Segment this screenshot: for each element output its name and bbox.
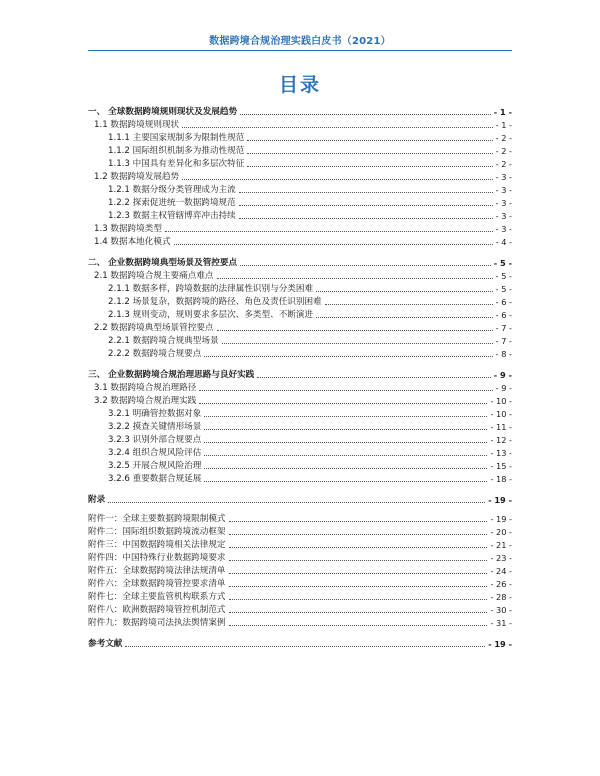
- toc-page-number: - 13 -: [490, 448, 512, 458]
- toc-entry[interactable]: [88, 209, 512, 222]
- toc-page-number: - 15 -: [490, 461, 512, 471]
- toc-leader-dots: [204, 442, 487, 443]
- toc-entry-text: 附件八：欧洲数据跨境管控机制范式: [88, 605, 226, 615]
- header-rule: [88, 50, 512, 51]
- toc-entry[interactable]: [88, 564, 512, 577]
- toc-entry[interactable]: [88, 616, 512, 629]
- toc-entry-text: 附件四：中国特殊行业数据跨境要求: [88, 553, 226, 563]
- toc-page-number: - 19 -: [488, 639, 512, 649]
- toc-page-number: - 7 -: [495, 336, 512, 346]
- toc-leader-dots: [217, 278, 493, 279]
- toc-leader-dots: [316, 317, 493, 318]
- toc-leader-dots: [222, 343, 493, 344]
- toc-leader-dots: [240, 114, 491, 115]
- toc-entry-text: 1.2.2 探索促进统一数据跨境规范: [108, 198, 236, 208]
- toc-page-number: - 21 -: [490, 540, 512, 550]
- toc-entry-text: 1.3 数据跨境类型: [94, 224, 162, 234]
- toc-page-number: - 1 -: [495, 120, 512, 130]
- toc-entry-text: 1.1.3 中国具有差异化和多层次特征: [108, 159, 245, 169]
- toc-leader-dots: [240, 265, 491, 266]
- toc-entry-text: 附件七：全球主要监管机构联系方式: [88, 592, 226, 602]
- toc-leader-dots: [204, 481, 487, 482]
- toc-entry[interactable]: [88, 105, 512, 118]
- toc-entry[interactable]: [88, 131, 512, 144]
- toc-entry-text: 3.2.1 明确管控数据对象: [108, 409, 202, 419]
- toc-leader-dots: [174, 244, 493, 245]
- toc-page-number: - 3 -: [495, 211, 512, 221]
- toc-leader-dots: [239, 205, 493, 206]
- toc-leader-dots: [239, 192, 493, 193]
- toc-entry-text: 附件九：数据跨境司法执法舆情案例: [88, 618, 226, 628]
- toc-leader-dots: [125, 646, 485, 647]
- toc-entry[interactable]: [88, 493, 512, 506]
- toc-entry[interactable]: [88, 590, 512, 603]
- toc-page-number: - 26 -: [490, 579, 512, 589]
- toc-leader-dots: [247, 140, 492, 141]
- toc-entry-text: 附件三：中国数据跨境相关法律规定: [88, 540, 226, 550]
- toc-entry[interactable]: [88, 321, 512, 334]
- toc-page-number: - 19 -: [490, 514, 512, 524]
- toc-leader-dots: [247, 166, 492, 167]
- toc-entry-text: 3.2.2 摸查关键情形场景: [108, 422, 202, 432]
- toc-entry-text: 3.1 数据跨境合规治理路径: [94, 383, 197, 393]
- toc-entry-text: 一、 全球数据跨境规则现状及发展趋势: [88, 107, 238, 117]
- toc-entry-text: 2.2.2 数据跨境合规要点: [108, 349, 202, 359]
- toc-entry[interactable]: [88, 235, 512, 248]
- toc-leader-dots: [229, 521, 488, 522]
- toc-page-number: - 11 -: [490, 422, 512, 432]
- page-title: 目录: [278, 74, 321, 96]
- toc-leader-dots: [217, 330, 493, 331]
- toc-entry[interactable]: [88, 603, 512, 616]
- toc-page-number: - 2 -: [495, 159, 512, 169]
- toc-page-number: - 3 -: [495, 224, 512, 234]
- toc-entry[interactable]: [88, 144, 512, 157]
- toc-entry[interactable]: [88, 295, 512, 308]
- toc-leader-dots: [247, 153, 492, 154]
- toc-entry-text: 附件二：国际组织数据跨境流动框架: [88, 527, 226, 537]
- toc-leader-dots: [229, 586, 488, 587]
- toc-entry[interactable]: [88, 381, 512, 394]
- toc-page-number: - 10 -: [490, 396, 512, 406]
- toc-entry-text: 1.1.2 国际组织机制多为推动性规范: [108, 146, 245, 156]
- toc-page-number: - 19 -: [488, 495, 512, 505]
- toc-leader-dots: [204, 416, 487, 417]
- toc-entry[interactable]: [88, 472, 512, 485]
- table-of-contents: [88, 105, 512, 650]
- toc-entry[interactable]: [88, 394, 512, 407]
- toc-entry-text: 附件六：全球数据跨境管控要求清单: [88, 579, 226, 589]
- toc-page-number: - 1 -: [493, 107, 512, 117]
- toc-page-number: - 5 -: [495, 271, 512, 281]
- toc-entry[interactable]: [88, 368, 512, 381]
- toc-entry[interactable]: [88, 420, 512, 433]
- toc-page-number: - 8 -: [495, 349, 512, 359]
- toc-entry[interactable]: [88, 577, 512, 590]
- toc-page-number: - 2 -: [495, 133, 512, 143]
- toc-leader-dots: [182, 127, 493, 128]
- toc-entry-text: 3.2 数据跨境合规治理实践: [94, 396, 197, 406]
- toc-entry[interactable]: [88, 551, 512, 564]
- toc-entry-text: 3.2.5 开展合规风险治理: [108, 461, 202, 471]
- toc-entry[interactable]: [88, 222, 512, 235]
- toc-entry[interactable]: [88, 308, 512, 321]
- toc-leader-dots: [229, 534, 488, 535]
- toc-leader-dots: [325, 304, 493, 305]
- toc-page-number: - 6 -: [495, 297, 512, 307]
- toc-page-number: - 2 -: [495, 146, 512, 156]
- toc-leader-dots: [229, 560, 488, 561]
- toc-page-number: - 3 -: [495, 198, 512, 208]
- toc-entry-text: 3.2.6 重要数据合规延展: [108, 474, 202, 484]
- toc-entry[interactable]: [88, 334, 512, 347]
- toc-entry-text: 附件一：全球主要数据跨境限制模式: [88, 514, 226, 524]
- toc-page-number: - 7 -: [495, 323, 512, 333]
- toc-page-number: - 10 -: [490, 409, 512, 419]
- toc-entry[interactable]: [88, 407, 512, 420]
- toc-entry[interactable]: [88, 170, 512, 183]
- toc-leader-dots: [204, 429, 487, 430]
- toc-leader-dots: [229, 547, 488, 548]
- toc-entry[interactable]: [88, 459, 512, 472]
- toc-leader-dots: [182, 179, 493, 180]
- toc-entry-text: 1.1 数据跨境规则现状: [94, 120, 180, 130]
- toc-page-number: - 12 -: [490, 435, 512, 445]
- toc-page-number: - 31 -: [490, 618, 512, 628]
- toc-entry-text: 2.1 数据跨境合规主要痛点难点: [94, 271, 214, 281]
- toc-entry-text: 三、 企业数据跨境合规治理思路与良好实践: [88, 370, 255, 380]
- toc-entry[interactable]: [88, 512, 512, 525]
- toc-entry-text: 附录: [88, 495, 106, 505]
- toc-leader-dots: [108, 502, 485, 503]
- toc-entry[interactable]: [88, 157, 512, 170]
- toc-leader-dots: [204, 455, 487, 456]
- document-header: 数据跨境合规治理实践白皮书（2021）: [209, 36, 391, 47]
- toc-entry[interactable]: [88, 637, 512, 650]
- toc-leader-dots: [229, 625, 488, 626]
- toc-page-number: - 24 -: [490, 566, 512, 576]
- toc-page-number: - 18 -: [490, 474, 512, 484]
- toc-entry[interactable]: [88, 347, 512, 360]
- toc-entry-text: 2.2.1 数据跨境合规典型场景: [108, 336, 219, 346]
- toc-entry-text: 1.2.1 数据分级分类管理成为主流: [108, 185, 236, 195]
- toc-entry-text: 3.2.3 识别外部合规要点: [108, 435, 202, 445]
- toc-page-number: - 23 -: [490, 553, 512, 563]
- toc-entry-text: 1.2 数据跨境发展趋势: [94, 172, 180, 182]
- toc-entry-text: 1.1.1 主要国家规制多为限制性规范: [108, 133, 245, 143]
- toc-entry[interactable]: [88, 183, 512, 196]
- toc-leader-dots: [257, 377, 491, 378]
- toc-entry[interactable]: [88, 538, 512, 551]
- toc-page-number: - 9 -: [493, 370, 512, 380]
- toc-leader-dots: [229, 612, 488, 613]
- toc-entry-text: 2.1.3 规则变动，规则要求多层次、多类型、不断演进: [108, 310, 314, 320]
- toc-entry-text: 附件五：全球数据跨境法律法规清单: [88, 566, 226, 576]
- toc-page-number: - 4 -: [495, 237, 512, 247]
- toc-entry[interactable]: [88, 269, 512, 282]
- toc-entry[interactable]: [88, 525, 512, 538]
- toc-page-number: - 30 -: [490, 605, 512, 615]
- toc-entry[interactable]: [88, 256, 512, 269]
- toc-page-number: - 20 -: [490, 527, 512, 537]
- toc-entry[interactable]: [88, 282, 512, 295]
- toc-entry-text: 1.2.3 数据主权管辖博弈冲击持续: [108, 211, 236, 221]
- toc-leader-dots: [229, 599, 488, 600]
- toc-page-number: - 9 -: [495, 383, 512, 393]
- toc-entry-text: 3.2.4 组织合规风险评估: [108, 448, 202, 458]
- toc-entry[interactable]: [88, 433, 512, 446]
- toc-entry[interactable]: [88, 118, 512, 131]
- toc-leader-dots: [165, 231, 493, 232]
- toc-page-number: - 6 -: [495, 310, 512, 320]
- toc-entry-text: 2.1.2 场景复杂，数据跨境的路径、角色及责任识别困难: [108, 297, 322, 307]
- toc-leader-dots: [239, 218, 493, 219]
- toc-entry-text: 二、 企业数据跨境典型场景及管控要点: [88, 258, 238, 268]
- toc-page-number: - 3 -: [495, 172, 512, 182]
- toc-leader-dots: [229, 573, 488, 574]
- toc-page-number: - 28 -: [490, 592, 512, 602]
- toc-page-number: - 5 -: [493, 258, 512, 268]
- toc-entry-text: 2.2 数据跨境典型场景管控要点: [94, 323, 214, 333]
- toc-leader-dots: [199, 403, 487, 404]
- toc-leader-dots: [199, 390, 492, 391]
- toc-entry-text: 1.4 数据本地化模式: [94, 237, 171, 247]
- toc-entry-text: 参考文献: [88, 639, 123, 649]
- toc-page-number: - 5 -: [495, 284, 512, 294]
- toc-entry-text: 2.1.1 数据多样，跨境数据的法律属性识别与分类困难: [108, 284, 314, 294]
- toc-entry[interactable]: [88, 196, 512, 209]
- toc-leader-dots: [204, 468, 487, 469]
- toc-entry[interactable]: [88, 446, 512, 459]
- toc-leader-dots: [204, 356, 492, 357]
- toc-page-number: - 3 -: [495, 185, 512, 195]
- toc-leader-dots: [316, 291, 493, 292]
